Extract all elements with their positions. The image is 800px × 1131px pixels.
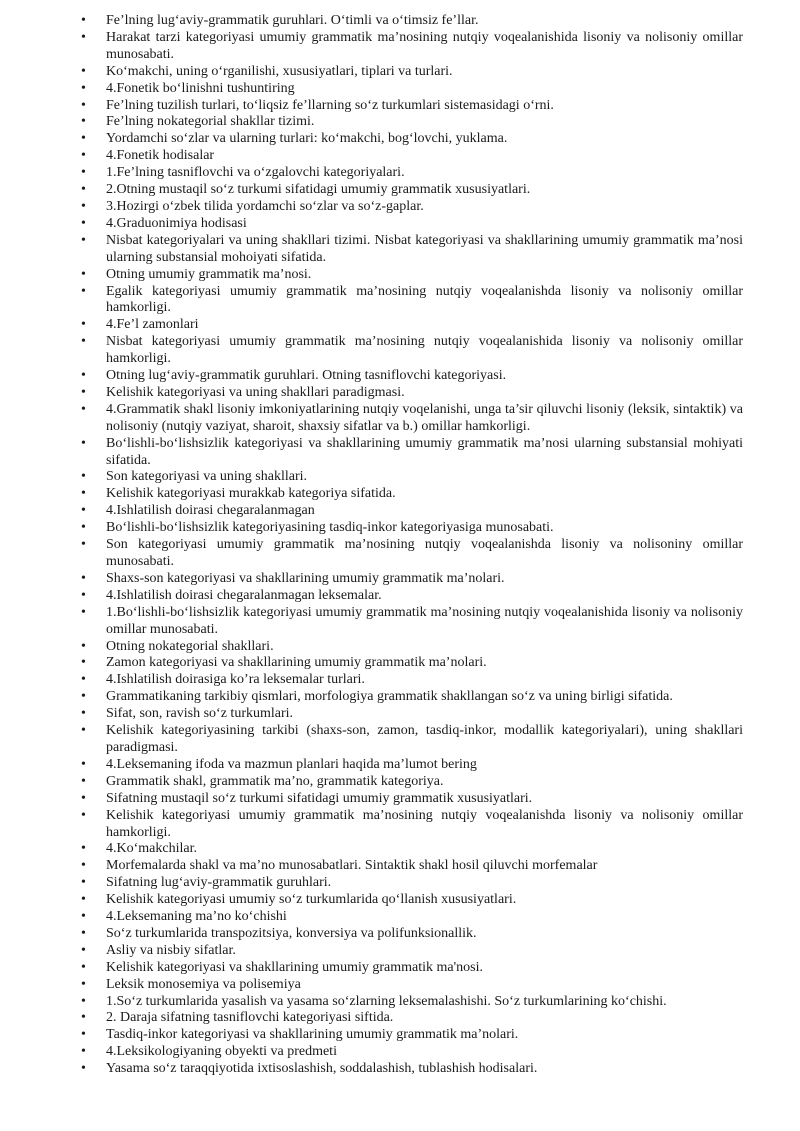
- list-item: • So‘z turkumlarida transpozitsiya, konversiya va polifunksionallik.: [81, 926, 743, 943]
- list-item: • Otning nokategorial shakllari.: [81, 639, 743, 656]
- list-item: • 4.Grammatik shakl lisoniy imkoniyatlarining nutqiy voqelanishi, unga ta’sir qiluvchi lisoniy (leksik, sintaktik) va nolisoniy (nutqiy vaziyat, sharoit, shaxsiy sifatlar va b.) omillar hamkorligi.: [81, 402, 743, 436]
- list-item: • Kelishik kategoriyasining tarkibi (shaxs-son, zamon, tasdiq-inkor, modallik kategoriyalari), uning shakllari paradigmasi.: [81, 723, 743, 757]
- list-item: • Harakat tarzi kategoriyasi umumiy grammatik ma’nosining nutqiy voqealanishida lisoniy va nolisoniy omillar munosabati.: [81, 30, 743, 64]
- list-item: • Tasdiq-inkor kategoriyasi va shakllarining umumiy grammatik ma’nolari.: [81, 1027, 743, 1044]
- list-item: • Grammatik shakl, grammatik ma’no, grammatik kategoriya.: [81, 774, 743, 791]
- list-item: • 4.Ishlatilish doirasi chegaralanmagan leksemalar.: [81, 588, 743, 605]
- list-item: • Son kategoriyasi va uning shakllari.: [81, 469, 743, 486]
- list-item: • 4.Leksemaning ma’no ko‘chishi: [81, 909, 743, 926]
- list-item: • Otning lug‘aviy-grammatik guruhlari. Otning tasniflovchi kategoriyasi.: [81, 368, 743, 385]
- list-item: • Yordamchi so‘zlar va ularning turlari: ko‘makchi, bog‘lovchi, yuklama.: [81, 131, 743, 148]
- list-item: • Fe’lning nokategorial shakllar tizimi.: [81, 114, 743, 131]
- list-item: • Bo‘lishli-bo‘lishsizlik kategoriyasining tasdiq-inkor kategoriyasiga munosabati.: [81, 520, 743, 537]
- list-item: • Kelishik kategoriyasi murakkab kategoriya sifatida.: [81, 486, 743, 503]
- list-item: • Kelishik kategoriyasi umumiy so‘z turkumlarida qo‘llanish xususiyatlari.: [81, 892, 743, 909]
- list-item: • Zamon kategoriyasi va shakllarining umumiy grammatik ma’nolari.: [81, 655, 743, 672]
- list-item: • Egalik kategoriyasi umumiy grammatik ma’nosining nutqiy voqealanishda lisoniy va nolisoniy omillar hamkorligi.: [81, 284, 743, 318]
- list-item: • 1.Bo‘lishli-bo‘lishsizlik kategoriyasi umumiy grammatik ma’nosining nutqiy voqealanishida lisoniy va nolisoniy omillar munosabati.: [81, 605, 743, 639]
- list-item: • Kelishik kategoriyasi va shakllarining umumiy grammatik ma'nosi.: [81, 960, 743, 977]
- list-item: • 4.Leksikologiyaning obyekti va predmeti: [81, 1044, 743, 1061]
- list-item: • 1.So‘z turkumlarida yasalish va yasama so‘zlarning leksemalashishi. So‘z turkumlarining ko‘chishi.: [81, 994, 743, 1011]
- list-item: • Fe’lning lug‘aviy-grammatik guruhlari. O‘timli va o‘timsiz fe’llar.: [81, 13, 743, 30]
- list-item: • Kelishik kategoriyasi umumiy grammatik ma’nosining nutqiy voqealanishda lisoniy va nolisoniy omillar hamkorligi.: [81, 808, 743, 842]
- list-item: • 3.Hozirgi o‘zbek tilida yordamchi so‘zlar va so‘z-gaplar.: [81, 199, 743, 216]
- list-item: • Grammatikaning tarkibiy qismlari, morfologiya grammatik shakllangan so‘z va uning birligi sifatida.: [81, 689, 743, 706]
- list-item: • Bo‘lishli-bo‘lishsizlik kategoriyasi va shakllarining umumiy grammatik ma’nosi ularning substansial mohiyati sifatida.: [81, 436, 743, 470]
- list-item: • Yasama so‘z taraqqiyotida ixtisoslashish, soddalashish, tublashish hodisalari.: [81, 1061, 743, 1078]
- list-item: • Nisbat kategoriyalari va uning shakllari tizimi. Nisbat kategoriyasi va shakllarining umumiy grammatik ma’nosi ularning substansial mohoiyati sifatida.: [81, 233, 743, 267]
- list-item: • 4.Graduonimiya hodisasi: [81, 216, 743, 233]
- list-item: • 4.Ko‘makchilar.: [81, 841, 743, 858]
- list-item: • 2. Daraja sifatning tasniflovchi kategoriyasi siftida.: [81, 1010, 743, 1027]
- list-item: • 4.Fe’l zamonlari: [81, 317, 743, 334]
- list-item: • 4.Ishlatilish doirasi chegaralanmagan: [81, 503, 743, 520]
- list-item: • 4.Leksemaning ifoda va mazmun planlari haqida ma’lumot bering: [81, 757, 743, 774]
- list-item: • 4.Fonetik hodisalar: [81, 148, 743, 165]
- list-item: • Nisbat kategoriyasi umumiy grammatik ma’nosining nutqiy voqealanishida lisoniy va nolisoniy omillar hamkorligi.: [81, 334, 743, 368]
- list-item: • Shaxs-son kategoriyasi va shakllarining umumiy grammatik ma’nolari.: [81, 571, 743, 588]
- list-item: • Kelishik kategoriyasi va uning shakllari paradigmasi.: [81, 385, 743, 402]
- list-item: • Ko‘makchi, uning o‘rganilishi, xususiyatlari, tiplari va turlari.: [81, 64, 743, 81]
- list-item: • Leksik monosemiya va polisemiya: [81, 977, 743, 994]
- list-item: • Son kategoriyasi umumiy grammatik ma’nosining nutqiy voqealanishda lisoniy va nolisoniny omillar munosabati.: [81, 537, 743, 571]
- list-item: • 1.Fe’lning tasniflovchi va o‘zgalovchi kategoriyalari.: [81, 165, 743, 182]
- list-item: • Sifatning lug‘aviy-grammatik guruhlari.: [81, 875, 743, 892]
- list-item: • Sifatning mustaqil so‘z turkumi sifatidagi umumiy grammatik xususiyatlari.: [81, 791, 743, 808]
- list-item: • 4.Ishlatilish doirasiga ko’ra leksemalar turlari.: [81, 672, 743, 689]
- list-item: • Asliy va nisbiy sifatlar.: [81, 943, 743, 960]
- question-list: [81, 13, 743, 1078]
- list-item: • 4.Fonetik bo‘linishni tushuntiring: [81, 81, 743, 98]
- list-item: • 2.Otning mustaqil so‘z turkumi sifatidagi umumiy grammatik xususiyatlari.: [81, 182, 743, 199]
- list-item: • Fe’lning tuzilish turlari, to‘liqsiz fe’llarning so‘z turkumlari sistemasidagi o‘rni.: [81, 98, 743, 115]
- list-item: • Sifat, son, ravish so‘z turkumlari.: [81, 706, 743, 723]
- list-item: • Morfemalarda shakl va ma’no munosabatlari. Sintaktik shakl hosil qiluvchi morfemalar: [81, 858, 743, 875]
- list-item: • Otning umumiy grammatik ma’nosi.: [81, 267, 743, 284]
